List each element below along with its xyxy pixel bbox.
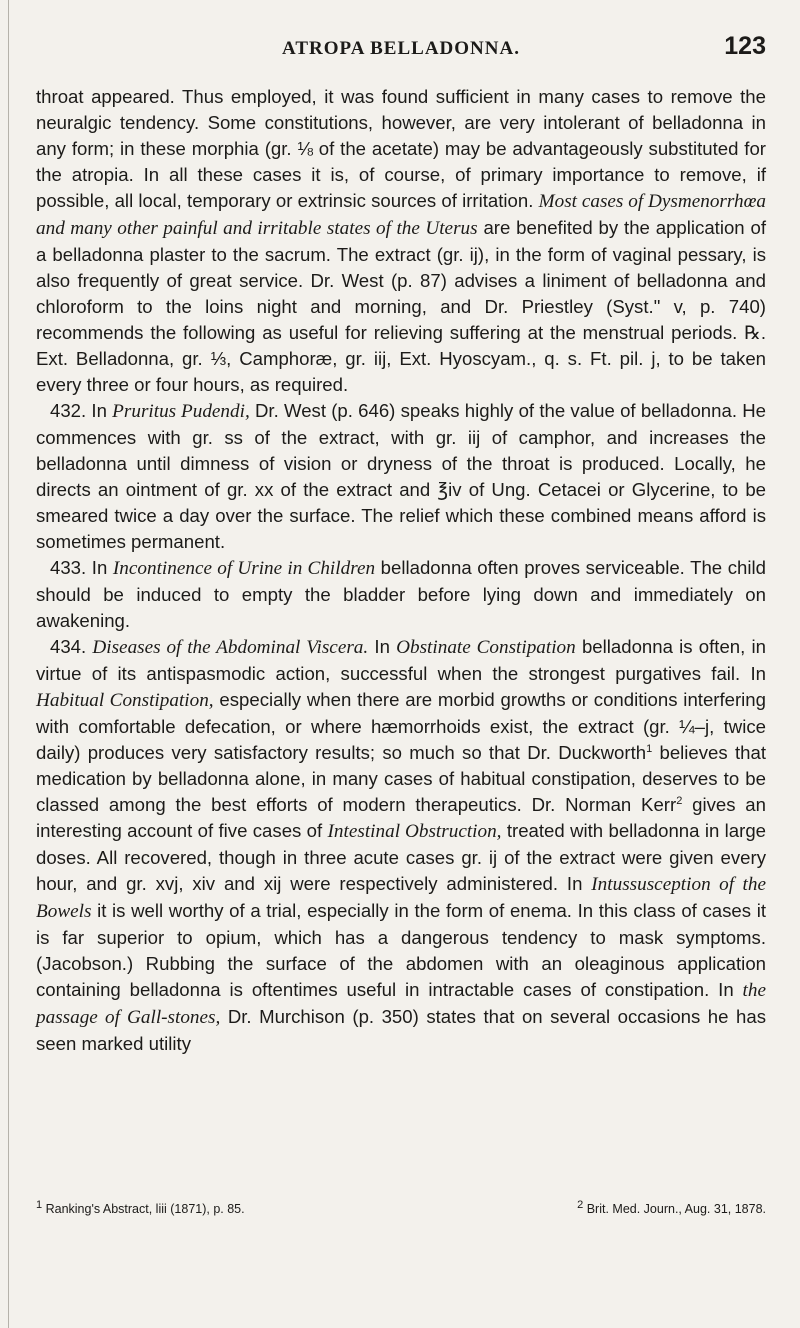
paragraph [36,555,766,634]
text-run: Dr. West (p. 646) speaks highly of the value of belladonna. He commences with gr. ss of the extract, with gr. iij of camphor, and increases the belladonna until dimness of vision or dryness of the throat is produced. Locally, he directs an ointment of gr. xx of the extract and ℥iv of Ung. Cetacei or Glycerine, to be smeared twice a day over the surface. The relief which these combined means afford is sometimes permanent. [36,400,766,552]
paragraph [36,634,766,1057]
italic-text: Most cases of Dysmenorrhœa and many other painful and irritable states of the Uterus [36,191,766,239]
italic-text: Pruritus Pudendi, [112,401,250,422]
footnotes [36,1198,766,1216]
text-run: In [368,636,397,657]
footnote [577,1198,766,1216]
text-run: it is well worthy of a trial, especially in the form of enema. In this class of cases it is far superior to opium, which has a dangerous tendency to mask symptoms. (Jacobson.) Rubbing the surface of the abdomen with an oleaginous application containing belladonna is oftentimes useful in intractable cases of constipation. In [36,900,766,1000]
text-run: treated with belladonna in large doses. All recovered, though in three acute cases gr. ij of the extract were given every hour, and gr. xvj, xiv and xij were respectively administered. In [36,820,766,894]
italic-text: Habitual Constipation, [36,690,214,711]
body-text [36,84,766,1057]
footnote-text: Brit. Med. Journ., Aug. 31, 1878. [583,1202,766,1216]
text-run: belladonna is often, in virtue of its antispasmodic action, successful when the strongest purgatives fail. In [36,636,767,684]
text-run: 433. In [50,557,113,578]
page-header [36,32,766,72]
text-run: especially when there are morbid growths or conditions interfering with comfortable defecation, or where hæmorrhoids exist, the extract (gr. ¼–j, twice daily) produces very satisfactory results; so much so that Dr. Duckworth [36,689,766,763]
footnote-mark: 2 [577,1198,584,1211]
footnote [36,1198,245,1216]
text-run: 434. [50,636,93,657]
footnote-ref: 2 [676,794,683,807]
footnote-ref: 1 [646,742,653,755]
italic-text: Obstinate Constipation [396,637,576,658]
text-run: belladonna often proves serviceable. The child should be induced to empty the bladder before lying down and immediately on awakening. [36,557,766,631]
page-number: 123 [724,32,766,60]
footnote-text: Ranking's Abstract, liii (1871), p. 85. [42,1202,245,1216]
text-run: are benefited by the application of a belladonna plaster to the sacrum. The extract (gr. ij), in the form of vaginal pessary, is also frequently of great service. Dr. West (p. 87) advises a liniment of belladonna and chloroform to the loins night and morning, and Dr. Priestley (Syst." v, p. 740) recommends the following as useful for relieving suffering at the menstrual periods. ℞. Ext. Belladonna, gr. ⅓, Camphoræ, gr. iij, Ext. Hyoscyam., q. s. Ft. pil. j, to be taken every three or four hours, as required. [36,217,766,395]
paragraph [36,84,766,398]
paragraph [36,398,766,555]
text-run: throat appeared. Thus employed, it was found sufficient in many cases to remove the neuralgic tendency. Some constitutions, however, are very intolerant of belladonna in any form; in these morphia (gr. ⅛ of the acetate) may be advantageously substituted for the atropia. In all these cases it is, of course, of primary importance to remove, if possible, all local, temporary or extrinsic sources of irritation. [36,86,766,211]
italic-text: Intussusception of the Bowels [36,874,767,922]
text-run: believes that medication by belladonna alone, in many cases of habitual constipation, deserves to be classed among the best efforts of modern therapeutics. Dr. Norman Kerr [36,742,766,815]
footnote-mark: 1 [36,1198,43,1211]
italic-text: Intestinal Obstruction, [327,821,502,842]
text-run: gives an interesting account of five cases of [36,794,766,841]
italic-text: Incontinence of Urine in Children [112,558,376,579]
italic-text: Diseases of the Abdominal Viscera. [92,637,369,658]
text-run: Dr. Murchison (p. 350) states that on several occasions he has seen marked utility [36,1006,766,1054]
text-run: 432. In [50,400,113,421]
running-title: ATROPA BELLADONNA. [282,38,520,59]
page-binding-edge [8,0,15,1328]
italic-text: the passage of Gall-stones, [36,980,766,1028]
